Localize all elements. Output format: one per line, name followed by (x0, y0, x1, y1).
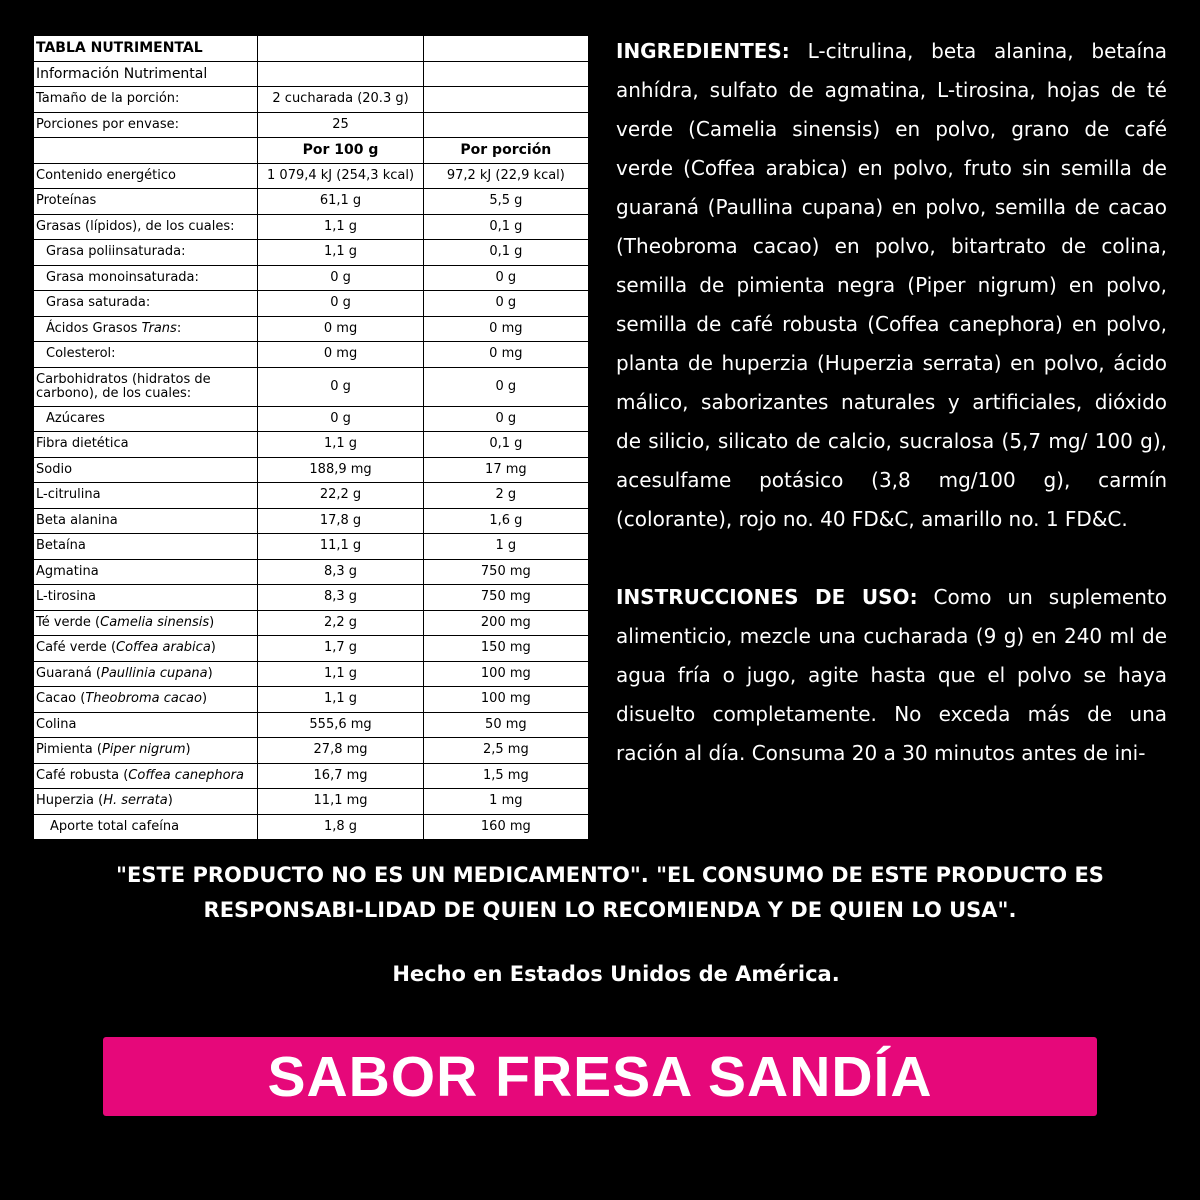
nutrient-per100: 0 mg (258, 316, 423, 342)
nutrient-label-after: ) (201, 691, 208, 707)
table-row (34, 814, 589, 840)
nutrient-per100: 8,3 g (258, 559, 423, 585)
nutrient-per100: 8,3 g (258, 585, 423, 611)
nutrient-per-serving: 2,5 mg (423, 738, 588, 764)
nutrient-label-after: ) (209, 614, 215, 630)
table-row (34, 559, 589, 585)
nutrient-per-serving: 150 mg (423, 636, 588, 662)
table-row (34, 661, 589, 687)
nutrient-label-italic: Paullinia cupana (101, 665, 208, 681)
nutrient-per100: 16,7 mg (258, 763, 423, 789)
nutrient-per100: 1,1 g (258, 432, 423, 458)
nutrient-per100: 0 g (258, 367, 423, 406)
nutrient-label-after: ) (167, 793, 173, 809)
nutrient-label (34, 534, 258, 560)
table-row (34, 112, 589, 138)
nutrient-label (34, 265, 258, 291)
nutrient-label-text: Betaína (36, 538, 86, 554)
table-row (34, 342, 589, 368)
nutrient-per-serving: 17 mg (423, 457, 588, 483)
ingredients-heading: INGREDIENTES: (616, 39, 790, 63)
nutrient-per-serving: 160 mg (423, 814, 588, 840)
nutrient-per-serving: 1,6 g (423, 508, 588, 534)
nutrient-label-text: Guaraná ( (36, 665, 101, 681)
nutrient-per-serving: 1 mg (423, 789, 588, 815)
nutrient-label-italic: Camelia sinensis (100, 614, 210, 630)
table-row (34, 534, 589, 560)
nutrient-label (34, 610, 258, 636)
nutrient-label-text: Agmatina (36, 563, 99, 579)
table-row (34, 738, 589, 764)
col-per100-header: Por 100 g (258, 138, 423, 164)
instructions-paragraph (616, 578, 1167, 773)
nutrient-label-text: Pimienta ( (36, 742, 102, 758)
nutrient-per100: 0 g (258, 265, 423, 291)
nutrient-per100: 1,1 g (258, 214, 423, 240)
ingredients-paragraph (616, 32, 1167, 539)
nutrient-label-text: Colina (36, 716, 77, 732)
nutrient-label-italic: Coffea canephora (128, 767, 244, 783)
table-header-row (34, 138, 589, 164)
instructions-text: Como un suplemento alimenticio, mezcle una cucharada (9 g) en 240 ml de agua fría o jugo, agite hasta que el polvo se haya disuelto completamente. No exceda más de una ración al día. Consuma 20 a 30 minutos antes de ini- (616, 585, 1167, 765)
col-perserving-header: Por porción (423, 138, 588, 164)
nutrient-per100: 1,7 g (258, 636, 423, 662)
table-row (34, 87, 589, 113)
table-row (34, 636, 589, 662)
table-row (34, 240, 589, 266)
table-row (34, 214, 589, 240)
nutrient-label-text: Contenido energético (36, 167, 176, 183)
nutrient-label (34, 661, 258, 687)
table-row (34, 457, 589, 483)
table-row (34, 316, 589, 342)
nutrient-label (34, 483, 258, 509)
nutrient-label (34, 240, 258, 266)
nutrient-label (34, 367, 258, 406)
instructions-heading: INSTRUCCIONES DE USO: (616, 585, 918, 609)
nutrient-label-text: Huperzia ( (36, 793, 104, 809)
nutrient-label-text: Ácidos Grasos (46, 320, 142, 336)
servings-value: 25 (258, 112, 423, 138)
table-row (34, 789, 589, 815)
table-row (34, 61, 589, 87)
nutrient-per-serving: 0 g (423, 406, 588, 432)
nutrient-per-serving: 0 mg (423, 342, 588, 368)
nutrient-label (34, 585, 258, 611)
nutrient-per-serving: 100 mg (423, 661, 588, 687)
nutrient-label (34, 406, 258, 432)
nutrient-per-serving: 0,1 g (423, 432, 588, 458)
nutrient-per-serving: 1,5 mg (423, 763, 588, 789)
nutrient-label-italic: Theobroma cacao (85, 691, 202, 707)
nutrient-per100: 1,1 g (258, 240, 423, 266)
nutrient-label-text: Colesterol: (46, 346, 116, 362)
nutrient-per100: 0 g (258, 291, 423, 317)
nutrient-label-text: Grasa poliinsaturada: (46, 244, 186, 260)
nutrient-label-text: Aporte total cafeína (50, 818, 180, 834)
nutrient-label (34, 814, 258, 840)
serving-size-label: Tamaño de la porción: (34, 87, 258, 113)
nutrient-per-serving: 0 mg (423, 316, 588, 342)
nutrient-per-serving: 750 mg (423, 585, 588, 611)
nutrient-per100: 1,1 g (258, 687, 423, 713)
nutrient-label (34, 712, 258, 738)
nutrient-per100: 188,9 mg (258, 457, 423, 483)
table-row (34, 367, 589, 406)
nutrient-per100: 22,2 g (258, 483, 423, 509)
nutrient-label (34, 508, 258, 534)
nutrient-label (34, 432, 258, 458)
nutrient-per100: 27,8 mg (258, 738, 423, 764)
nutrient-per100: 17,8 g (258, 508, 423, 534)
flavor-label: SABOR FRESA SANDÍA (267, 1044, 933, 1109)
table-row (34, 763, 589, 789)
nutrient-label-text: Fibra dietética (36, 436, 129, 452)
flavor-banner (103, 1037, 1097, 1116)
table-row (34, 189, 589, 215)
table-row (34, 687, 589, 713)
nutrient-label (34, 559, 258, 585)
nutrient-label-text: L-tirosina (36, 589, 97, 605)
warning-text: "ESTE PRODUCTO NO ES UN MEDICAMENTO". "EL CONSUMO DE ESTE PRODUCTO ES RESPONSABI-LIDAD DE QUIEN LO RECOMIENDA Y DE QUIEN LO USA". (116, 863, 1104, 922)
table-row (34, 712, 589, 738)
nutrient-per-serving: 97,2 kJ (22,9 kcal) (423, 163, 588, 189)
nutrient-per-serving: 200 mg (423, 610, 588, 636)
nutrient-per-serving: 0,1 g (423, 214, 588, 240)
nutrient-label-text: Proteínas (36, 193, 97, 209)
nutrient-label (34, 687, 258, 713)
nutrient-per-serving: 1 g (423, 534, 588, 560)
table-row (34, 36, 589, 62)
nutrition-table (33, 35, 589, 840)
table-info: Información Nutrimental (34, 61, 258, 87)
table-row (34, 265, 589, 291)
nutrient-label (34, 636, 258, 662)
nutrient-label-after: : (176, 320, 182, 336)
nutrient-per-serving: 100 mg (423, 687, 588, 713)
nutrient-label-text: Café verde ( (36, 640, 117, 656)
nutrient-per100: 11,1 mg (258, 789, 423, 815)
table-row (34, 163, 589, 189)
table-row (34, 610, 589, 636)
nutrient-per-serving: 750 mg (423, 559, 588, 585)
nutrient-label-after: ) (185, 742, 191, 758)
nutrient-per-serving: 2 g (423, 483, 588, 509)
table-row (34, 585, 589, 611)
nutrient-label-after: ) (207, 665, 213, 681)
origin-text: Hecho en Estados Unidos de América. (392, 962, 840, 986)
nutrient-label (34, 789, 258, 815)
nutrient-label (34, 163, 258, 189)
text-column (616, 32, 1167, 773)
servings-label: Porciones por envase: (34, 112, 258, 138)
nutrient-label (34, 738, 258, 764)
serving-size-value: 2 cucharada (20.3 g) (258, 87, 423, 113)
table-row (34, 432, 589, 458)
nutrient-per100: 0 g (258, 406, 423, 432)
nutrient-label-italic: Trans (141, 320, 177, 336)
nutrient-label (34, 189, 258, 215)
nutrient-per100: 61,1 g (258, 189, 423, 215)
nutrient-label-text: Cacao ( (36, 691, 86, 707)
table-title: TABLA NUTRIMENTAL (34, 36, 258, 62)
nutrient-label-text: Carbohidratos (hidratos de carbono), de los cuales: (36, 371, 211, 401)
nutrient-label-text: Beta alanina (36, 512, 118, 528)
nutrient-label (34, 291, 258, 317)
nutrient-label-italic: H. serrata (103, 793, 168, 809)
nutrient-label (34, 214, 258, 240)
nutrient-label (34, 763, 258, 789)
table-row (34, 291, 589, 317)
ingredients-text: L-citrulina, beta alanina, betaína anhídra, sulfato de agmatina, L-tirosina, hojas de té verde (Camelia sinensis) en polvo, grano de café verde (Coffea arabica) en polvo, fruto sin semilla de guaraná (Paullina cupana) en polvo, semilla de cacao (Theobroma cacao) en polvo, bitartrato de colina, semilla de pimienta negra (Piper nigrum) en polvo, semilla de café robusta (Coffea canephora) en polvo, planta de huperzia (Huperzia serrata) en polvo, ácido málico, saborizantes naturales y artificiales, dióxido de silicio, silicato de calcio, sucralosa (5,7 mg/ 100 g), acesulfame potásico (3,8 mg/100 g), carmín (colorante), rojo no. 40 FD&C, amarillo no. 1 FD&C. (616, 39, 1167, 531)
table-row (34, 508, 589, 534)
nutrient-label-text: Grasa monoinsaturada: (46, 269, 199, 285)
nutrient-label (34, 342, 258, 368)
nutrient-label-text: Sodio (36, 461, 73, 477)
nutrient-per100: 1,1 g (258, 661, 423, 687)
nutrient-label-text: Té verde ( (36, 614, 101, 630)
nutrient-per100: 1,8 g (258, 814, 423, 840)
nutrient-per-serving: 0,1 g (423, 240, 588, 266)
nutrient-label-text: Grasas (lípidos), de los cuales: (36, 218, 235, 234)
nutrient-per100: 2,2 g (258, 610, 423, 636)
nutrient-label (34, 457, 258, 483)
nutrient-per100: 555,6 mg (258, 712, 423, 738)
nutrient-label-after: ) (210, 640, 216, 656)
nutrient-label (34, 316, 258, 342)
nutrient-per100: 11,1 g (258, 534, 423, 560)
nutrient-per100: 0 mg (258, 342, 423, 368)
nutrient-per100: 1 079,4 kJ (254,3 kcal) (258, 163, 423, 189)
nutrient-label-italic: Piper nigrum (101, 742, 186, 758)
nutrient-per-serving: 50 mg (423, 712, 588, 738)
nutrient-label-text: Azúcares (46, 410, 105, 426)
nutrient-label-text: Café robusta ( (36, 767, 129, 783)
nutrient-per-serving: 5,5 g (423, 189, 588, 215)
nutrient-label-text: L-citrulina (36, 487, 101, 503)
nutrient-label-text: Grasa saturada: (46, 295, 151, 311)
table-row (34, 406, 589, 432)
table-row (34, 483, 589, 509)
nutrient-per-serving: 0 g (423, 265, 588, 291)
nutrient-per-serving: 0 g (423, 367, 588, 406)
nutrient-per-serving: 0 g (423, 291, 588, 317)
nutrient-label-italic: Coffea arabica (116, 640, 211, 656)
